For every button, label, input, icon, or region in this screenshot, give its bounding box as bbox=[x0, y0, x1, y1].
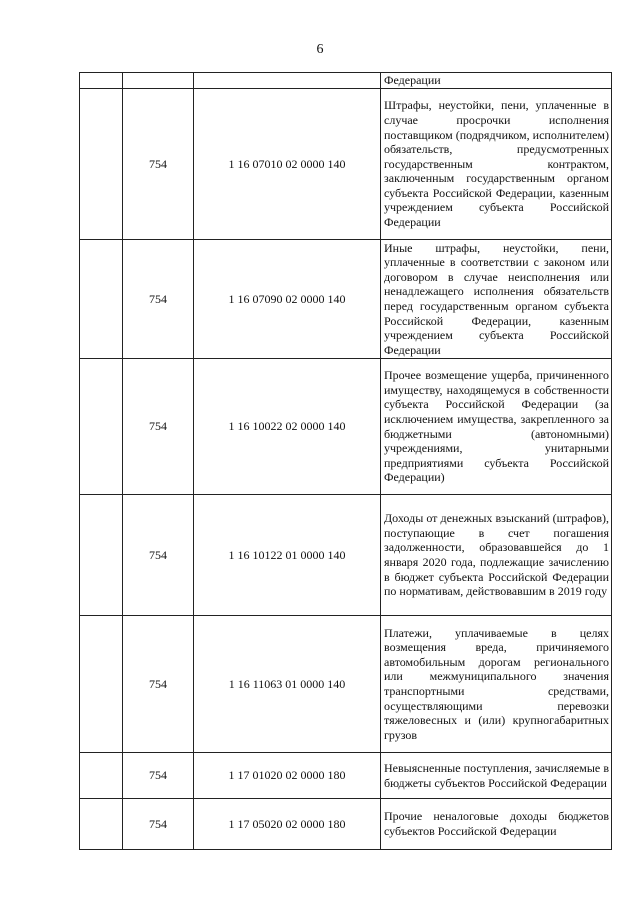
table-row bbox=[80, 359, 612, 495]
description-text: Платежи, уплачиваемые в целях возмещения вреда, причиняемого автомобильным дорогам регионального или межмуниципального значения транспортными средствами, осуществляющими перевозки тяжеловесных и (или) крупногабаритных грузов bbox=[384, 625, 609, 742]
kbk-code-cell: 1 16 10022 02 0000 140 bbox=[194, 359, 381, 495]
row-index-cell bbox=[80, 359, 123, 495]
description-cell bbox=[381, 240, 612, 359]
table-row bbox=[80, 753, 612, 799]
admin-code-cell: 754 bbox=[123, 240, 194, 359]
kbk-code-cell: 1 16 07010 02 0000 140 bbox=[194, 89, 381, 240]
description-text: Доходы от денежных взысканий (штрафов), поступающие в счет погашения задолженности, образовавшейся до 1 января 2020 года, подлежащие зачислению в бюджет субъекта Российской Федерации по нормативам, действовавшим в 2019 году bbox=[384, 511, 609, 599]
description-cell bbox=[381, 753, 612, 799]
description-text: Иные штрафы, неустойки, пени, уплаченные в соответствии с законом или договором в случае неисполнения или ненадлежащего исполнения обязательств перед государственным органом субъекта Российской Федерации, казенным учреждением субъекта Российской Федерации bbox=[384, 240, 609, 357]
page-number: 6 bbox=[316, 42, 324, 57]
table-row bbox=[80, 799, 612, 850]
description-text: Федерации bbox=[384, 73, 441, 88]
row-index-cell bbox=[80, 89, 123, 240]
admin-code-cell: 754 bbox=[123, 616, 194, 753]
row-index-cell bbox=[80, 753, 123, 799]
description-cell bbox=[381, 616, 612, 753]
kbk-code-cell: 1 16 07090 02 0000 140 bbox=[194, 240, 381, 359]
revenue-classification-table bbox=[79, 72, 612, 850]
admin-code-cell: 754 bbox=[123, 753, 194, 799]
admin-code-cell: 754 bbox=[123, 89, 194, 240]
description-cell bbox=[381, 73, 612, 89]
admin-code-cell: 754 bbox=[123, 359, 194, 495]
table-row bbox=[80, 89, 612, 240]
admin-code-cell: 754 bbox=[123, 799, 194, 850]
kbk-code-cell bbox=[194, 73, 381, 89]
row-index-cell bbox=[80, 799, 123, 850]
table-row bbox=[80, 616, 612, 753]
admin-code-cell bbox=[123, 73, 194, 89]
description-text: Прочее возмещение ущерба, причиненного имуществу, находящемуся в собственности субъекта Российской Федерации (за исключением имущества, закрепленного за бюджетными (автономными) учреждениями, унитарными предприятиями субъекта Российской Федерации) bbox=[384, 368, 609, 485]
table-row bbox=[80, 240, 612, 359]
row-index-cell bbox=[80, 240, 123, 359]
row-index-cell bbox=[80, 73, 123, 89]
kbk-code-cell: 1 17 05020 02 0000 180 bbox=[194, 799, 381, 850]
description-cell bbox=[381, 799, 612, 850]
description-text: Прочие неналоговые доходы бюджетов субъектов Российской Федерации bbox=[384, 809, 609, 838]
description-cell bbox=[381, 495, 612, 616]
admin-code-cell: 754 bbox=[123, 495, 194, 616]
table-row bbox=[80, 73, 612, 89]
kbk-code-cell: 1 17 01020 02 0000 180 bbox=[194, 753, 381, 799]
description-cell bbox=[381, 359, 612, 495]
description-text: Невыясненные поступления, зачисляемые в бюджеты субъектов Российской Федерации bbox=[384, 760, 609, 790]
table-row bbox=[80, 495, 612, 616]
description-cell bbox=[381, 89, 612, 240]
description-text: Штрафы, неустойки, пени, уплаченные в случае просрочки исполнения поставщиком (подрядчиком, исполнителем) обязательств, предусмотренных государственным контрактом, заключенным государственным органом субъекта Российской Федерации, казенным учреждением субъекта Российской Федерации bbox=[384, 98, 609, 230]
row-index-cell bbox=[80, 616, 123, 753]
kbk-code-cell: 1 16 10122 01 0000 140 bbox=[194, 495, 381, 616]
row-index-cell bbox=[80, 495, 123, 616]
kbk-code-cell: 1 16 11063 01 0000 140 bbox=[194, 616, 381, 753]
